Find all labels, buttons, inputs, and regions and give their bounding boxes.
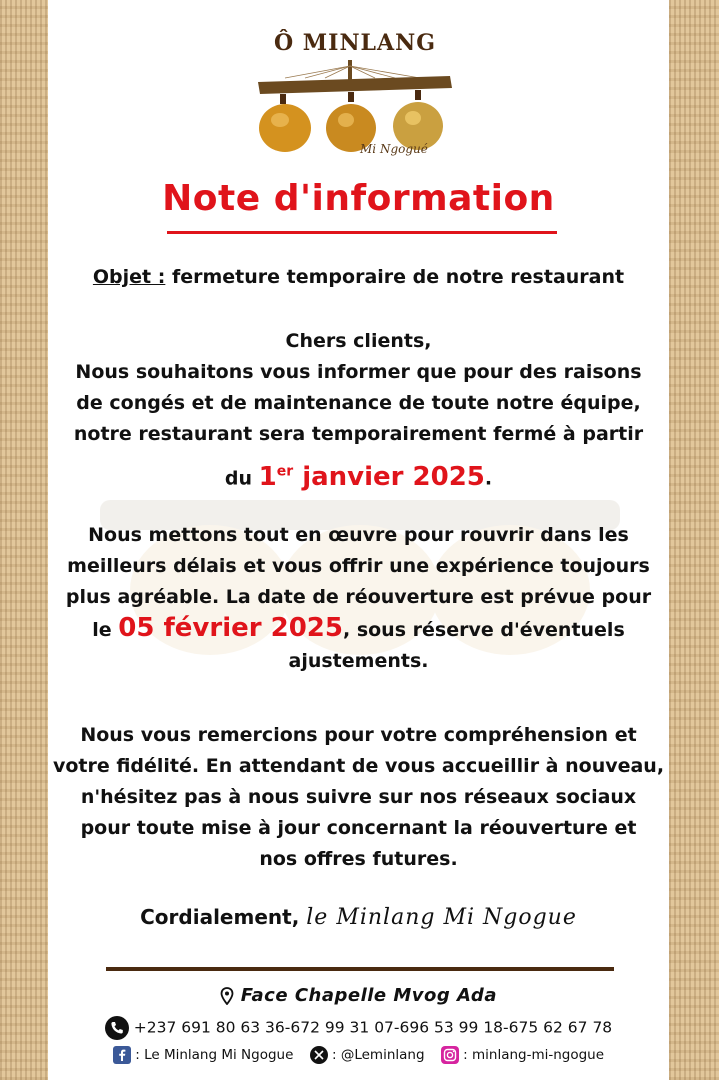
instagram-handle: : minlang-mi-ngogue bbox=[463, 1047, 605, 1063]
greeting: Chers clients, bbox=[285, 330, 432, 352]
headline-underline bbox=[167, 231, 557, 234]
phone-icon bbox=[105, 1016, 129, 1040]
date-suffix: . bbox=[484, 467, 493, 490]
paragraph-thanks bbox=[48, 720, 669, 875]
para1-line: notre restaurant sera temporairement fermé à partir bbox=[73, 423, 644, 445]
social-links bbox=[48, 1046, 669, 1064]
facebook-icon bbox=[113, 1046, 131, 1064]
footer-divider bbox=[106, 967, 614, 971]
para1-line: de congés et de maintenance de toute notre équipe, bbox=[76, 392, 641, 414]
subject-label: Objet : bbox=[92, 266, 166, 288]
closure-date-sup: er bbox=[276, 463, 294, 479]
handwritten-signature: le Minlang Mi Ngogue bbox=[306, 905, 577, 930]
para2-line: meilleurs délais et vous offrir une expérience toujours bbox=[67, 555, 650, 577]
para3-line: Nous vous remercions pour votre compréhension et bbox=[80, 724, 637, 746]
facebook-handle: : Le Minlang Mi Ngogue bbox=[135, 1047, 294, 1063]
reopening-date: 05 février 2025 bbox=[118, 613, 343, 643]
date-prefix: du bbox=[224, 467, 259, 490]
logo-subtitle: Mi Ngogué bbox=[360, 142, 428, 156]
x-handle: : @Leminlang bbox=[332, 1047, 425, 1063]
closure-date-day: 1 bbox=[258, 461, 277, 492]
x-link[interactable] bbox=[310, 1047, 429, 1063]
closing-signature bbox=[48, 905, 669, 930]
para3-line: n'hésitez pas à nous suivre sur nos réseaux sociaux bbox=[80, 786, 637, 808]
reopen-suffix: , sous réserve d'éventuels bbox=[342, 619, 625, 641]
para3-line: pour toute mise à jour concernant la réouverture et bbox=[80, 817, 637, 839]
wood-border-right bbox=[669, 0, 719, 1080]
para2-line: plus agréable. La date de réouverture est prévue pour bbox=[65, 586, 652, 608]
closing-word: Cordialement, bbox=[140, 905, 300, 929]
subject-text: fermeture temporaire de notre restaurant bbox=[165, 266, 625, 288]
para2-line: ajustements. bbox=[288, 650, 429, 672]
reopen-prefix: le bbox=[92, 619, 119, 641]
headline: Note d'information bbox=[162, 178, 555, 219]
reopening-date-line bbox=[48, 613, 669, 646]
facebook-link[interactable] bbox=[113, 1047, 298, 1063]
address bbox=[48, 985, 669, 1006]
address-text: Face Chapelle Mvog Ada bbox=[240, 985, 497, 1006]
x-logo-icon bbox=[310, 1046, 328, 1064]
balafon-icon bbox=[250, 58, 460, 153]
closure-date bbox=[259, 462, 485, 492]
para1-line: Nous souhaitons vous informer que pour des raisons bbox=[75, 361, 642, 383]
location-pin-icon bbox=[220, 987, 234, 1005]
closure-date-line bbox=[48, 456, 669, 495]
para3-line: votre fidélité. En attendant de vous accueillir à nouveau, bbox=[52, 755, 665, 777]
para3-line: nos offres futures. bbox=[259, 848, 458, 870]
wood-border-left bbox=[0, 0, 48, 1080]
restaurant-logo bbox=[250, 26, 460, 166]
subject-line bbox=[48, 266, 669, 288]
instagram-link[interactable] bbox=[441, 1047, 604, 1063]
instagram-icon bbox=[441, 1046, 459, 1064]
closure-date-rest: janvier 2025 bbox=[293, 461, 485, 492]
phone-text: +237 691 80 63 36-672 99 31 07-696 53 99 18-675 62 67 78 bbox=[133, 1018, 613, 1037]
paragraph-reopening bbox=[48, 520, 669, 677]
para2-line: Nous mettons tout en œuvre pour rouvrir dans les bbox=[88, 524, 629, 546]
phone-numbers bbox=[48, 1016, 669, 1040]
logo-title: Ô MINLANG bbox=[273, 30, 436, 56]
paragraph-closure bbox=[48, 326, 669, 495]
